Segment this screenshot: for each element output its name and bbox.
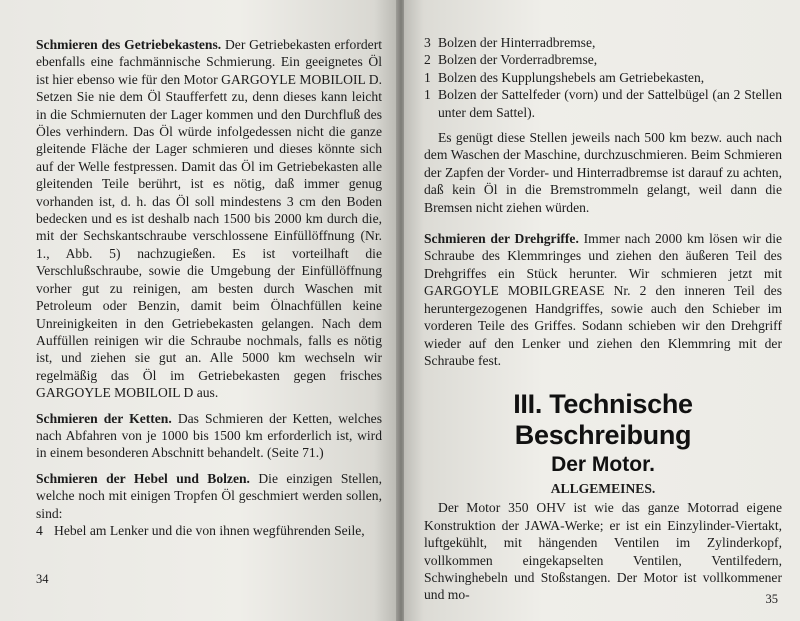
heading-hebel-bolzen: Schmieren der Hebel und Bolzen. — [36, 470, 250, 486]
list-item-text: Hebel am Lenker und die von ihnen wegführenden Seile, — [54, 522, 365, 538]
section-title: Der Motor. — [551, 453, 655, 477]
lubrication-list-left — [36, 522, 382, 539]
heading-getriebekasten: Schmieren des Getriebekastens. — [36, 37, 222, 52]
right-page — [404, 0, 800, 621]
heading-drehgriffe: Schmieren der Drehgriffe. — [424, 231, 579, 247]
list-item — [424, 34, 782, 51]
list-item — [424, 51, 782, 68]
paragraph-motor: Der Motor 350 OHV ist wie das ganze Motorrad eigene Konstruktion der JAWA-Werke; er ist ein Einzylinder-Viertakt, luftgekühlt, mit hängenden Ventilen im Zylinderkopf, vollkommen eingekapselten Ventilen, Ventilfedern, Schwinghebeln und Stoßstangen. Der Motor ist vollkommener und mo- — [424, 500, 782, 603]
page-number-left: 34 — [36, 572, 49, 586]
list-item-number: 1 — [424, 87, 431, 103]
text-getriebekasten: Der Getriebekasten erfordert ebenfalls eine fachmännische Schmierung. Ein geeignetes Öl ist hier ebenso wie für den Motor GARGOYLE MOBILOIL D. Setzen Sie nie dem Öl Staufferfett zu, denn dieses kann leicht in die Schmiernuten der Lager kommen und den Durchfluß des Öles verhindern. Das Öl würde infolgedessen nicht die ganze gleitende Fläche der Lager schmieren und dieses könnte sich auf der Welle festpressen. Damit das Öl im Getriebekasten alle gleitenden Teile berührt, ist es nötig, daß immer genug vorhanden ist, d. h. das Öl soll mindestens 3 cm den Boden bedecken und es ist deshalb nach 1500 bis 2000 km durch die, mit der Sechskantschraube verschlossene Einfüllöffnung (Nr. 1., Abb. 5) nachzugießen. Es ist vorteilhaft die Verschlußschraube, sowie die Umgebung der Einfüllöffnung vorher gut zu reinigen, am besten durch Waschen mit Petroleum oder Benzin, damit beim Ölnachfüllen keine Unreinigkeiten in den Getriebekasten gelangen. Nach dem Auffüllen reinigen wir die Schraube nochmals, falls es nötig ist, und ziehen sie gut an. Alle 5000 km wechseln wir regelmäßig das Öl im Getriebekasten gegen frisches GARGOYLE MOBILOIL D aus. — [36, 37, 382, 401]
list-item-text: Bolzen der Vorderradbremse, — [438, 52, 598, 68]
list-item-number: 1 — [424, 69, 431, 85]
paragraph-getriebekasten — [36, 36, 382, 402]
list-item-text: Bolzen der Hinterradbremse, — [438, 35, 596, 50]
list-item-number: 2 — [424, 52, 431, 68]
subsection-title: ALLGEMEINES. — [550, 481, 656, 497]
list-item-number: 3 — [424, 35, 431, 50]
paragraph-ketten — [36, 410, 382, 462]
page-number-right: 35 — [765, 592, 778, 606]
chapter-title: III. Technische Beschreibung — [513, 389, 693, 451]
list-item-text: Bolzen der Sattelfeder (vorn) und der Sattelbügel (an 2 Stellen unter dem Sattel). — [438, 87, 782, 120]
list-item — [424, 69, 782, 86]
lubrication-list-right — [424, 34, 782, 121]
text-drehgriffe: Immer nach 2000 km lösen wir die Schraube des Klemmringes und ziehen den äußeren Teil des Drehgriffes ein Stück herunter. Wir schmieren jetzt mit GARGOYLE MOBILGREASE Nr. 2 den inneren Teil des heruntergezogenen Handgriffes, sowie auch den Schieber im vorderen Teile des Griffes. Sodann schieben wir den Drehgriff wieder auf den Lenker und ziehen den Klemmring mit der Schraube fest. — [424, 231, 783, 368]
text-ketten: Das Schmieren der Ketten, welches nach Abfahren von je 1000 bis 1500 km erforderlich ist, wird in einem besonderen Abschnitt behandelt. (Seite 71.) — [36, 410, 382, 461]
list-item-number: 4 — [36, 522, 43, 538]
left-page — [0, 0, 398, 621]
text-hebel-bolzen: Die einzigen Stellen, welche noch mit einigen Tropfen Öl geschmiert werden sollen, sind: — [36, 470, 382, 521]
paragraph-interval: Es genügt diese Stellen jeweils nach 500 km bezw. auch nach dem Waschen der Maschine, durchzuschmieren. Beim Schmieren der Zapfen der Vorder- und Hinterradbremse ist darauf zu achten, daß kein Öl in die Bremstrommeln gelangt, weil dann die Bremsen nicht ziehen würden. — [424, 130, 782, 215]
paragraph-hebel-bolzen — [36, 470, 382, 522]
list-item-text: Bolzen des Kupplungshebels am Getriebekasten, — [438, 69, 705, 85]
paragraph-drehgriffe — [424, 230, 782, 369]
heading-ketten: Schmieren der Ketten. — [36, 410, 172, 426]
list-item — [36, 522, 382, 539]
list-item — [424, 86, 782, 121]
